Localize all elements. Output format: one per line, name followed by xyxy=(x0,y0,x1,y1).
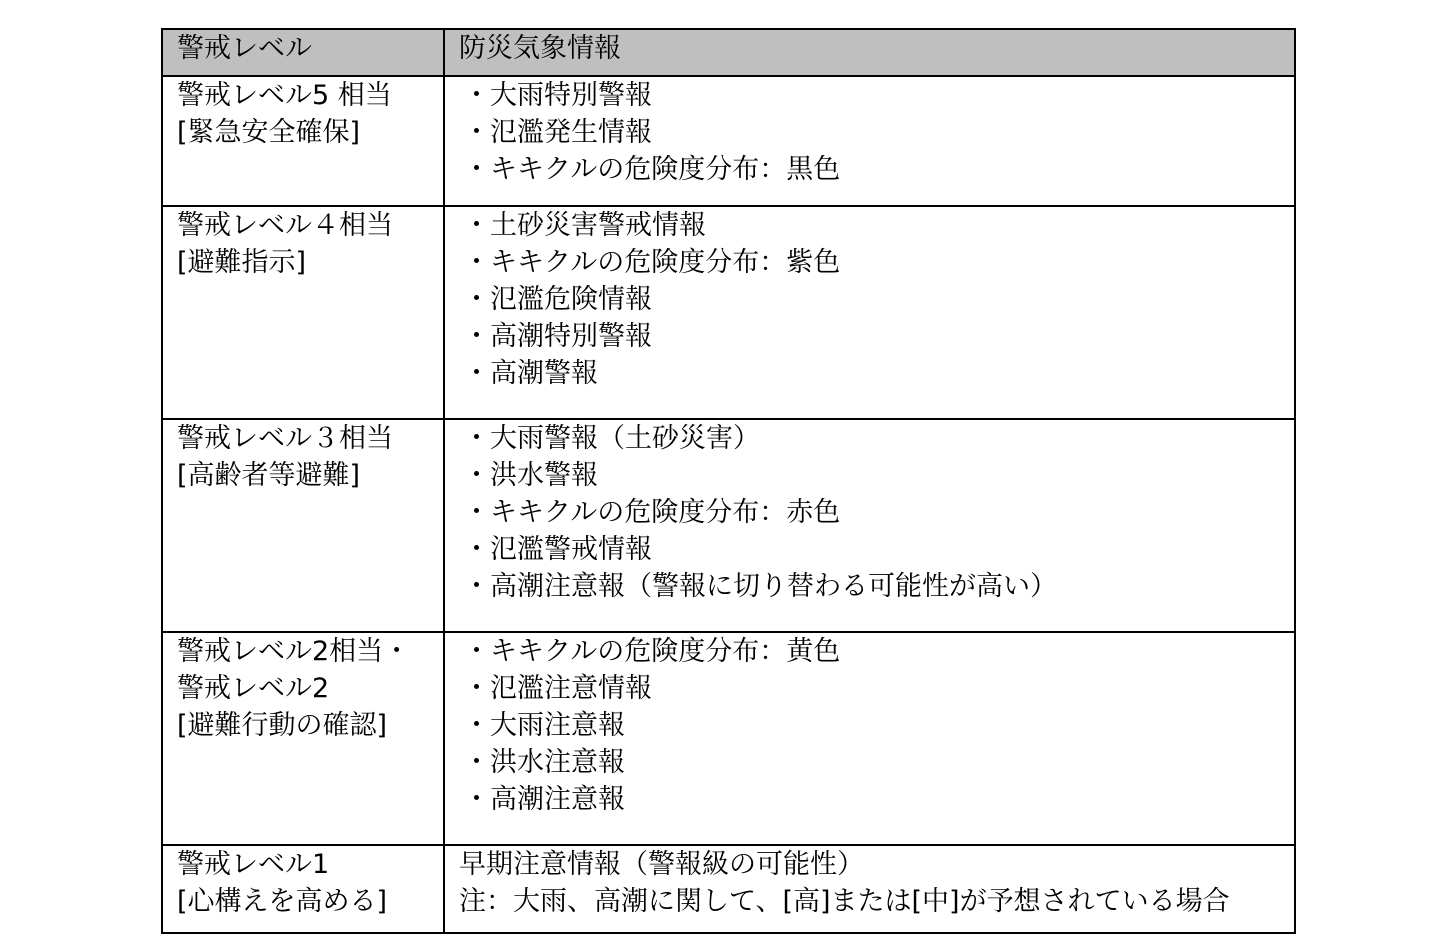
info-item: ・洪水警報 xyxy=(463,460,598,491)
level-action: [高齢者等避難] xyxy=(177,460,361,491)
level-cell xyxy=(162,419,444,632)
info-item: ・キキクルの危険度分布：黒色 xyxy=(463,154,841,185)
level-action: [緊急安全確保] xyxy=(177,117,361,148)
info-item: ・氾濫危険情報 xyxy=(463,284,652,315)
table-row xyxy=(162,76,1295,206)
info-item: ・氾濫警戒情報 xyxy=(463,534,652,565)
info-item: ・洪水注意報 xyxy=(463,747,625,778)
level-label: 警戒レベル４相当 xyxy=(177,210,393,241)
warning-level-table xyxy=(161,28,1296,934)
info-item: ・大雨特別警報 xyxy=(463,80,652,111)
level-action: [避難指示] xyxy=(177,247,307,278)
info-item: ・キキクルの危険度分布：紫色 xyxy=(463,247,841,278)
header-warning-level: 警戒レベル xyxy=(162,29,444,76)
info-cell xyxy=(444,76,1295,206)
info-item: ・大雨警報（土砂災害） xyxy=(463,423,760,454)
level-action: [避難行動の確認] xyxy=(177,710,388,741)
level-cell xyxy=(162,632,444,845)
table-row xyxy=(162,845,1295,933)
info-item: ・高潮警報 xyxy=(463,358,598,389)
table-row xyxy=(162,632,1295,845)
info-item: ・キキクルの危険度分布：黄色 xyxy=(463,636,841,667)
info-item: ・キキクルの危険度分布：赤色 xyxy=(463,497,841,528)
level-cell xyxy=(162,206,444,419)
level-label: 警戒レベル5 相当 xyxy=(177,80,392,111)
info-item: ・氾濫注意情報 xyxy=(463,673,652,704)
info-cell xyxy=(444,419,1295,632)
info-cell xyxy=(444,632,1295,845)
info-item: ・大雨注意報 xyxy=(463,710,625,741)
level-label: 警戒レベル３相当 xyxy=(177,423,393,454)
info-item: ・氾濫発生情報 xyxy=(463,117,652,148)
info-item: ・高潮注意報 xyxy=(463,784,625,815)
header-weather-info: 防災気象情報 xyxy=(444,29,1295,76)
table-header-row xyxy=(162,29,1295,76)
level-label: 警戒レベル2相当・ xyxy=(177,636,411,667)
info-note: 注：大雨、高潮に関して、[高]または[中]が予想されている場合 xyxy=(459,886,1230,917)
table-row xyxy=(162,419,1295,632)
level-cell xyxy=(162,76,444,206)
level-action: [心構えを高める] xyxy=(177,886,388,917)
info-cell xyxy=(444,206,1295,419)
table-row xyxy=(162,206,1295,419)
level-label: 警戒レベル1 xyxy=(177,849,330,880)
level-cell xyxy=(162,845,444,933)
info-cell xyxy=(444,845,1295,933)
info-item: ・土砂災害警戒情報 xyxy=(463,210,706,241)
info-item: ・高潮注意報（警報に切り替わる可能性が高い） xyxy=(463,571,1057,602)
info-item: ・高潮特別警報 xyxy=(463,321,652,352)
info-item: 早期注意情報（警報級の可能性） xyxy=(459,849,864,880)
level-label: 警戒レベル2 xyxy=(177,673,330,704)
